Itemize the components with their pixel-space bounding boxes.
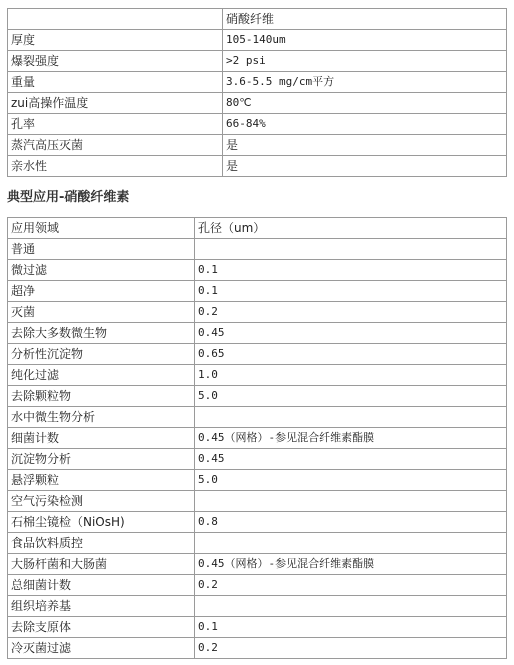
application-row xyxy=(8,533,507,554)
application-row xyxy=(8,449,507,470)
label-cell: 去除大多数微生物 xyxy=(8,323,195,344)
label-cell: 超净 xyxy=(8,281,195,302)
application-row xyxy=(8,596,507,617)
value-cell: 0.65 xyxy=(195,344,507,365)
value-cell: 5.0 xyxy=(195,386,507,407)
value-cell: 0.2 xyxy=(195,302,507,323)
application-row xyxy=(8,428,507,449)
value-cell: 硝酸纤维 xyxy=(223,9,507,30)
label-cell: 应用领域 xyxy=(8,218,195,239)
property-row xyxy=(8,156,507,177)
value-cell xyxy=(195,407,507,428)
value-cell: 66-84% xyxy=(223,114,507,135)
value-cell: 0.1 xyxy=(195,281,507,302)
value-cell: 0.8 xyxy=(195,512,507,533)
application-row xyxy=(8,386,507,407)
value-cell: 0.2 xyxy=(195,638,507,659)
label-cell: 组织培养基 xyxy=(8,596,195,617)
value-cell: 是 xyxy=(223,156,507,177)
value-cell: 105-140um xyxy=(223,30,507,51)
label-cell: 冷灭菌过滤 xyxy=(8,638,195,659)
application-row xyxy=(8,638,507,659)
label-cell: 厚度 xyxy=(8,30,223,51)
value-cell xyxy=(195,533,507,554)
label-cell xyxy=(8,9,223,30)
applications-table-body xyxy=(8,218,507,659)
label-cell: 灭菌 xyxy=(8,302,195,323)
value-cell xyxy=(195,596,507,617)
value-cell: 0.1 xyxy=(195,617,507,638)
label-cell: 悬浮颗粒 xyxy=(8,470,195,491)
value-cell: 是 xyxy=(223,135,507,156)
label-cell: 微过滤 xyxy=(8,260,195,281)
label-cell: 水中微生物分析 xyxy=(8,407,195,428)
value-cell: 0.45（网格）-参见混合纤维素酯膜 xyxy=(195,554,507,575)
application-row xyxy=(8,554,507,575)
application-row xyxy=(8,617,507,638)
property-row xyxy=(8,51,507,72)
value-cell: 80℃ xyxy=(223,93,507,114)
application-row xyxy=(8,281,507,302)
property-row xyxy=(8,30,507,51)
application-row xyxy=(8,323,507,344)
properties-table-body xyxy=(8,9,507,177)
property-row xyxy=(8,93,507,114)
value-cell: 0.45 xyxy=(195,323,507,344)
label-cell: 亲水性 xyxy=(8,156,223,177)
value-cell: 孔径（um） xyxy=(195,218,507,239)
application-row xyxy=(8,407,507,428)
value-cell: 0.1 xyxy=(195,260,507,281)
label-cell: 空气污染检测 xyxy=(8,491,195,512)
label-cell: 纯化过滤 xyxy=(8,365,195,386)
label-cell: 爆裂强度 xyxy=(8,51,223,72)
value-cell: 0.2 xyxy=(195,575,507,596)
value-cell: 3.6-5.5 mg/cm平方 xyxy=(223,72,507,93)
label-cell: 蒸汽高压灭菌 xyxy=(8,135,223,156)
label-cell: 重量 xyxy=(8,72,223,93)
label-cell: 总细菌计数 xyxy=(8,575,195,596)
application-row-header xyxy=(8,218,507,239)
value-cell: 5.0 xyxy=(195,470,507,491)
application-row xyxy=(8,470,507,491)
label-cell: 石棉尘镜检（NiOsH) xyxy=(8,512,195,533)
application-row xyxy=(8,575,507,596)
application-row xyxy=(8,344,507,365)
application-row xyxy=(8,302,507,323)
application-row xyxy=(8,260,507,281)
value-cell: 0.45（网格）-参见混合纤维素酯膜 xyxy=(195,428,507,449)
value-cell: 0.45 xyxy=(195,449,507,470)
property-row xyxy=(8,114,507,135)
property-row-header xyxy=(8,9,507,30)
value-cell: >2 psi xyxy=(223,51,507,72)
label-cell: 普通 xyxy=(8,239,195,260)
label-cell: 沉淀物分析 xyxy=(8,449,195,470)
label-cell: 分析性沉淀物 xyxy=(8,344,195,365)
value-cell: 1.0 xyxy=(195,365,507,386)
properties-table xyxy=(7,8,507,177)
label-cell: 孔率 xyxy=(8,114,223,135)
label-cell: 去除颗粒物 xyxy=(8,386,195,407)
label-cell: 食品饮料质控 xyxy=(8,533,195,554)
applications-table xyxy=(7,217,507,659)
value-cell xyxy=(195,239,507,260)
application-row xyxy=(8,491,507,512)
property-row xyxy=(8,135,507,156)
application-row xyxy=(8,512,507,533)
label-cell: 去除支原体 xyxy=(8,617,195,638)
application-row xyxy=(8,365,507,386)
label-cell: 大肠杆菌和大肠菌 xyxy=(8,554,195,575)
applications-section-title: 典型应用-硝酸纤维素 xyxy=(7,190,130,205)
property-row xyxy=(8,72,507,93)
label-cell: zui高操作温度 xyxy=(8,93,223,114)
value-cell xyxy=(195,491,507,512)
label-cell: 细菌计数 xyxy=(8,428,195,449)
application-row xyxy=(8,239,507,260)
